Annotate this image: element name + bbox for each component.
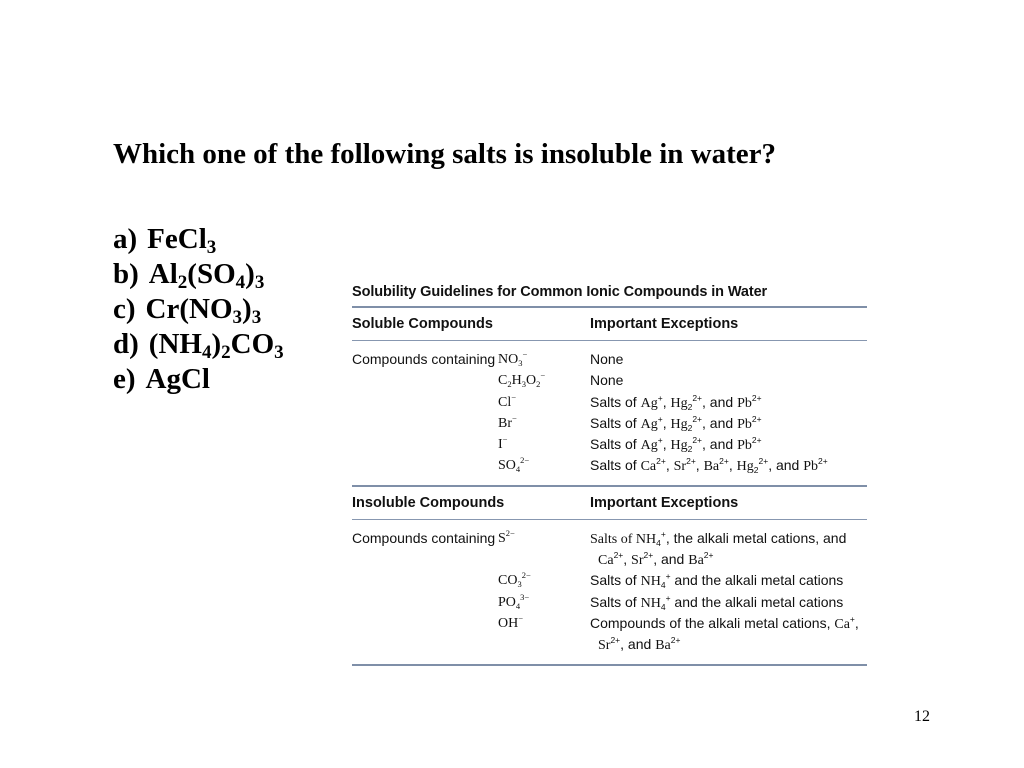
exception-text (590, 570, 867, 591)
ion-part: − (540, 370, 546, 381)
ion-formula (498, 592, 529, 613)
exception-part: , (623, 551, 632, 568)
exception-part: Ca (598, 553, 614, 569)
exception-part: , (662, 436, 671, 453)
ion-part: 2− (505, 527, 515, 538)
ion-part: Br (498, 415, 512, 431)
exception-part: Sr (598, 638, 611, 654)
table-rule (352, 664, 867, 666)
exception-part: 2+ (643, 550, 654, 561)
exception-part: 2+ (751, 392, 762, 403)
exception-part: , (662, 393, 671, 410)
exception-part: Ag (640, 395, 658, 411)
ion-formula (498, 528, 515, 549)
row-lead (352, 434, 498, 455)
answer-choice (113, 222, 284, 257)
formula-part: ) (211, 328, 222, 360)
row-lead (352, 613, 498, 634)
exception-part: 2+ (818, 456, 828, 467)
table-row (352, 413, 867, 434)
exception-part: 2+ (692, 435, 703, 446)
exception-part: + (657, 435, 663, 446)
choice-letter: c) (113, 293, 136, 325)
formula-part: ) (245, 258, 255, 290)
formula-part: 3 (206, 237, 217, 258)
exception-part: 4 (656, 537, 661, 548)
exception-part: Pb (737, 438, 752, 454)
exception-text (590, 392, 867, 413)
exception-part: , and (702, 436, 738, 453)
exception-part: Salts of (590, 414, 641, 431)
ion-part: 3− (520, 591, 530, 602)
ion-formula (498, 413, 517, 434)
choice-letter: a) (113, 223, 138, 255)
exception-part: Ba (655, 638, 671, 654)
table-row (352, 549, 867, 570)
exception-part: + (849, 613, 855, 624)
ion-part: 3 (521, 379, 526, 390)
ion-part: − (511, 391, 517, 402)
exception-part: , (665, 457, 674, 474)
exception-part: Salts of (590, 572, 641, 589)
answer-choice (113, 362, 284, 397)
ion-part: CO (498, 573, 518, 589)
row-lead (352, 549, 498, 570)
exception-text (590, 634, 867, 655)
exception-part: 2+ (613, 550, 624, 561)
choice-formula (145, 293, 262, 328)
ion-part: − (502, 434, 508, 445)
exception-part: Salts of (590, 593, 641, 610)
row-lead (352, 455, 498, 476)
exception-part: None (590, 351, 624, 367)
exception-part: Salts of (590, 393, 641, 410)
row-lead (352, 570, 498, 591)
ion-formula (498, 349, 527, 370)
answer-choices (113, 222, 284, 397)
exception-part: , and (768, 457, 804, 474)
exception-part: , (662, 414, 671, 431)
exception-part: , the alkali metal cations, and (665, 529, 847, 546)
choice-formula (148, 258, 265, 293)
exception-part: 2 (753, 465, 759, 476)
ion-part: OH (498, 615, 519, 631)
exception-part: 2+ (656, 456, 666, 467)
insoluble-exceptions-label: Important Exceptions (590, 494, 739, 511)
exception-part: NH (640, 574, 661, 590)
exception-part: Hg (670, 395, 688, 411)
exception-part: Pb (737, 416, 752, 432)
exception-part: Ba (688, 553, 704, 569)
exception-text (590, 528, 867, 549)
formula-part: 3 (232, 307, 243, 328)
exception-part: Hg (670, 438, 688, 454)
exception-part: , (854, 614, 859, 631)
ion-formula (498, 370, 545, 391)
exception-part: Hg (736, 459, 754, 475)
row-lead (352, 392, 498, 413)
answer-choice (113, 327, 284, 362)
formula-part: (SO (187, 258, 236, 290)
ion-part: SO (498, 458, 516, 474)
formula-part: AgCl (145, 363, 210, 395)
formula-part: Al (148, 258, 178, 290)
ion-part: 4 (515, 600, 521, 611)
exception-part: 2 (687, 401, 693, 412)
exception-part: 2 (687, 444, 693, 455)
exception-part: NH (640, 595, 661, 611)
exception-part: , (695, 457, 704, 474)
exception-part: 2+ (751, 413, 762, 424)
table-row (352, 434, 867, 455)
ion-part: S (498, 530, 506, 546)
table-row (352, 592, 867, 613)
ion-part: 4 (515, 464, 521, 475)
ion-formula (498, 570, 531, 591)
exception-part: None (590, 372, 624, 389)
exception-text (590, 455, 867, 476)
ion-formula (498, 434, 507, 455)
exception-part: Ag (640, 438, 658, 454)
answer-choice (113, 257, 284, 292)
soluble-exceptions-label: Important Exceptions (590, 316, 739, 332)
row-lead: Compounds containing (352, 529, 496, 546)
exception-part: 4 (660, 601, 666, 612)
formula-part: 3 (254, 272, 265, 293)
table-row (352, 528, 867, 549)
choice-formula (147, 223, 217, 258)
choice-formula (148, 328, 284, 363)
exception-text (590, 613, 867, 634)
page-number: 12 (914, 708, 930, 725)
exception-part: Pb (803, 459, 819, 475)
table-title: Solubility Guidelines for Common Ionic Compounds in Water (352, 284, 768, 300)
ion-part: − (522, 349, 528, 359)
ion-part: 2− (520, 455, 530, 466)
exception-text (590, 434, 867, 455)
row-lead (352, 413, 498, 434)
exception-part: and the alkali metal cations (670, 572, 844, 589)
choice-letter: b) (113, 258, 139, 290)
exception-part: , and (702, 414, 738, 431)
exception-part: , and (702, 393, 738, 410)
ion-part: Cl (498, 394, 512, 410)
ion-part: − (518, 612, 524, 623)
formula-part: 2 (221, 342, 231, 363)
formula-part: CO (230, 328, 275, 360)
exception-part: + (657, 392, 663, 403)
row-lead: Compounds containing (352, 351, 496, 367)
exception-part: Pb (737, 395, 752, 411)
ion-part: 2 (536, 379, 541, 390)
row-lead (352, 634, 498, 655)
exception-part: Hg (670, 416, 688, 432)
table-row (352, 349, 867, 370)
ion-part: 2− (521, 570, 531, 581)
exception-part: 4 (660, 580, 666, 591)
table-row (352, 370, 867, 391)
ion-formula (498, 613, 523, 634)
soluble-rows (352, 341, 867, 485)
exception-part: 2+ (670, 635, 681, 646)
exception-part: + (657, 413, 663, 424)
ion-part: I (498, 437, 503, 453)
formula-part: 3 (274, 342, 284, 363)
exception-part: Salts of (590, 457, 641, 474)
soluble-header-label: Soluble Compounds (352, 316, 493, 332)
ion-formula (498, 392, 516, 413)
ion-part: H (511, 373, 522, 389)
exception-part: Ba (703, 459, 720, 475)
ion-part: O (525, 373, 537, 389)
exception-part: 2+ (703, 550, 714, 561)
exception-part: 2+ (686, 456, 696, 467)
formula-part: (NH (148, 328, 202, 360)
table-row (352, 634, 867, 655)
exception-text (590, 370, 867, 391)
exception-part: , (728, 457, 737, 474)
answer-choice (113, 292, 284, 327)
exception-part: Sr (673, 459, 687, 475)
solubility-table (352, 280, 867, 666)
soluble-header (352, 308, 867, 340)
formula-part: 4 (235, 272, 246, 293)
ion-part: C (498, 373, 508, 389)
insoluble-rows (352, 520, 867, 664)
exception-part: + (660, 528, 666, 539)
ion-part: 2 (507, 379, 512, 390)
exception-part: 2+ (719, 456, 729, 467)
exception-part: Compounds of the alkali metal cations, (590, 614, 835, 631)
ion-part: NO (498, 352, 519, 367)
formula-part: 4 (201, 342, 212, 363)
formula-part: FeCl (147, 223, 207, 255)
formula-part: Cr(NO (145, 293, 233, 325)
formula-part: 3 (251, 307, 262, 328)
question-text: Which one of the following salts is insoluble in water? (113, 138, 777, 170)
exception-part: 2+ (692, 392, 703, 403)
ion-part: 3 (518, 358, 523, 368)
row-lead (352, 592, 498, 613)
exception-text (590, 592, 867, 613)
insoluble-header (352, 487, 867, 519)
formula-part: 2 (177, 272, 188, 293)
table-row (352, 455, 867, 476)
exception-part: + (665, 571, 671, 582)
choice-letter: d) (113, 328, 139, 360)
choice-formula (146, 363, 210, 395)
table-row (352, 392, 867, 413)
exception-text (590, 413, 867, 434)
exception-text (590, 549, 867, 570)
exception-part: Sr (631, 553, 644, 569)
ion-part: PO (498, 594, 516, 610)
exception-text (590, 349, 867, 370)
insoluble-header-label: Insoluble Compounds (352, 494, 505, 511)
exception-part: Salts of (590, 531, 636, 547)
exception-part: , and (620, 636, 656, 653)
exception-part: Ca (834, 616, 850, 632)
table-row (352, 613, 867, 634)
exception-part: 2+ (751, 435, 762, 446)
exception-part: Salts of (590, 436, 641, 453)
exception-part: 2+ (692, 413, 703, 424)
ion-part: 3 (517, 579, 522, 590)
exception-part: 2+ (758, 456, 769, 467)
exception-part: + (665, 592, 671, 603)
exception-part: Ag (640, 416, 658, 432)
exception-part: , and (653, 551, 689, 568)
exception-part: 2 (687, 422, 693, 433)
exception-part: and the alkali metal cations (670, 593, 844, 610)
exception-part: 2+ (610, 635, 621, 646)
choice-letter: e) (113, 363, 136, 395)
ion-formula (498, 455, 529, 476)
row-lead (352, 370, 498, 391)
table-row (352, 570, 867, 591)
formula-part: ) (242, 293, 252, 325)
exception-part: NH (635, 531, 657, 547)
exception-part: Ca (640, 459, 657, 475)
ion-part: − (512, 412, 517, 423)
